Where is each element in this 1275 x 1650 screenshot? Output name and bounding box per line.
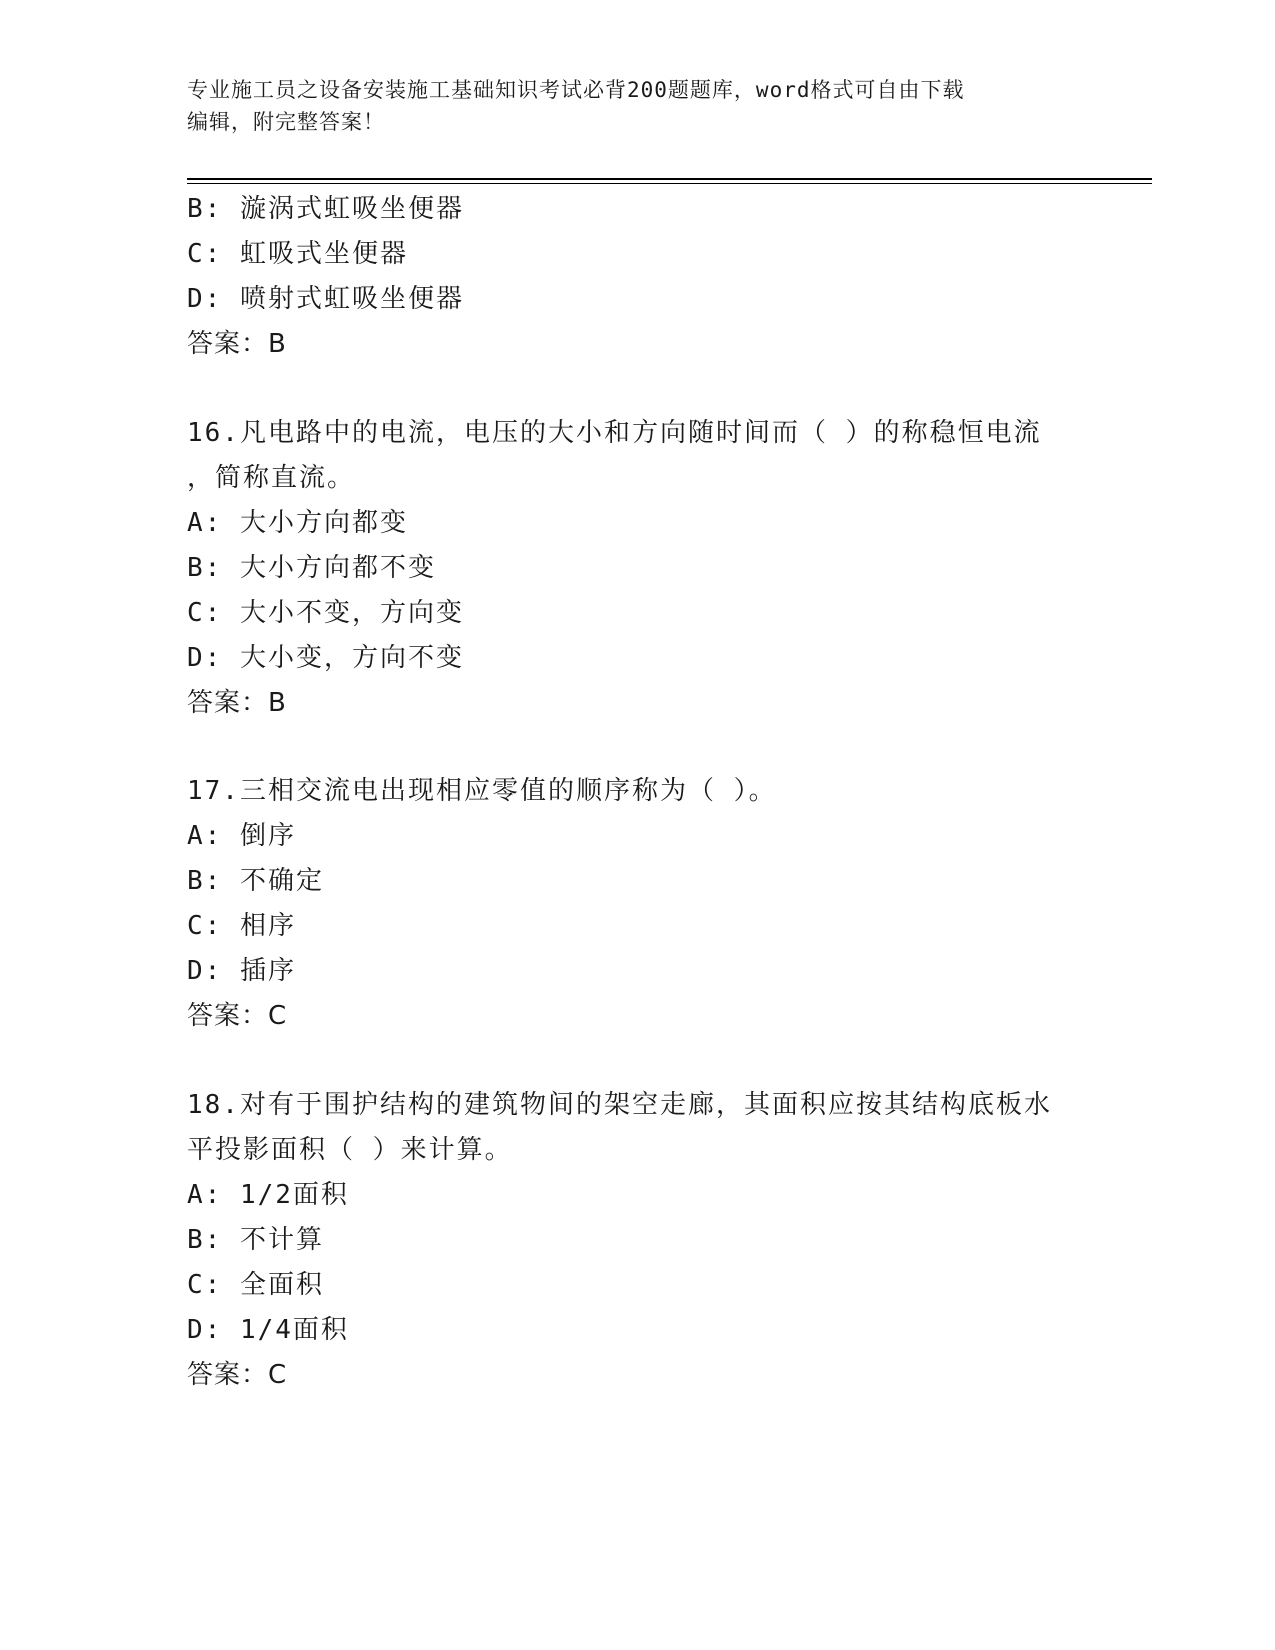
q17-question-line-1: 17.三相交流电出现相应零值的顺序称为（ ）。 [187,776,777,806]
q18-option-b: B: 不计算 [187,1225,324,1255]
q18-option-a: A: 1/2面积 [187,1180,349,1210]
q16-option-a: A: 大小方向都变 [187,508,408,538]
q18-answer: 答案：C [187,1360,288,1390]
q15-answer: 答案：B [187,329,287,359]
q15-option-c: C: 虹吸式坐便器 [187,239,408,269]
q16-question-line-1: 16.凡电路中的电流，电压的大小和方向随时间而（ ）的称稳恒电流 [187,418,1042,448]
document-header [187,74,1067,138]
q16-option-c: C: 大小不变，方向变 [187,598,464,628]
header-divider-thin [187,183,1152,184]
q17-option-a: A: 倒序 [187,821,296,851]
q18-option-d: D: 1/4面积 [187,1315,349,1345]
q17-option-b: B: 不确定 [187,866,324,896]
header-divider-thick [187,178,1152,180]
q17-option-c: C: 相序 [187,911,296,941]
q17-option-d: D: 插序 [187,956,296,986]
q18-question-line-2: 平投影面积（ ）来计算。 [187,1135,513,1165]
header-line-2: 编辑，附完整答案！ [187,110,385,134]
q16-option-d: D: 大小变，方向不变 [187,643,464,673]
q16-option-b: B: 大小方向都不变 [187,553,436,583]
q16-question-line-2: ，简称直流。 [187,463,356,493]
q18-question-line-1: 18.对有于围护结构的建筑物间的架空走廊，其面积应按其结构底板水 [187,1090,1052,1120]
q16-answer: 答案：B [187,688,287,718]
q17-answer: 答案：C [187,1001,288,1031]
q15-option-d: D: 喷射式虹吸坐便器 [187,284,464,314]
q15-option-b: B: 漩涡式虹吸坐便器 [187,194,464,224]
q18-option-c: C: 全面积 [187,1270,324,1300]
header-line-1: 专业施工员之设备安装施工基础知识考试必背200题题库，word格式可自由下载 [187,78,965,102]
